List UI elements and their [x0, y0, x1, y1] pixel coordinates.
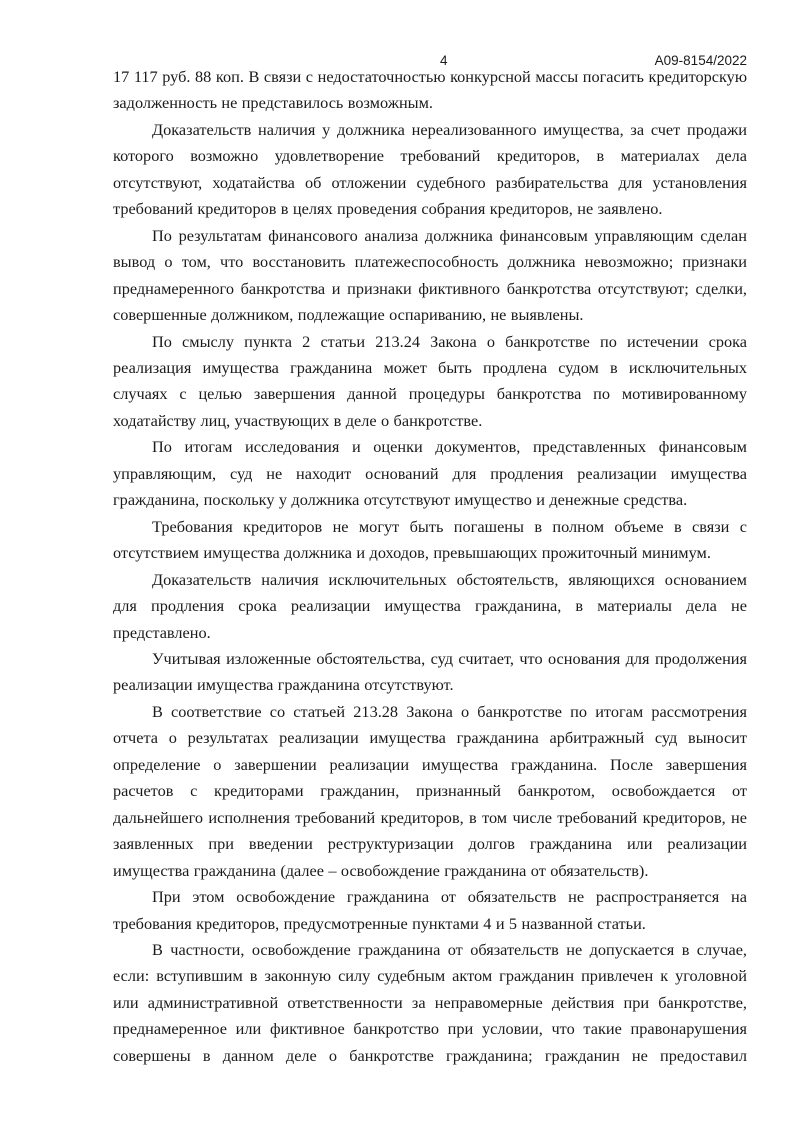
- paragraph: По итогам исследования и оценки документов, представленных финансовым управляющим, суд не находит оснований для продления реализации имущества гражданина, поскольку у должника отсутствуют имущество и денежные средства.: [113, 437, 747, 510]
- paragraph: При этом освобождение гражданина от обязательств не распространяется на требования кредиторов, предусмотренные пунктами 4 и 5 названной статьи.: [113, 887, 747, 933]
- paragraph: Доказательств наличия исключительных обстоятельств, являющихся основанием для продления срока реализации имущества гражданина, в материалы дела не представлено.: [113, 569, 747, 642]
- paragraph: Доказательств наличия у должника нереализованного имущества, за счет продажи которого возможно удовлетворение требований кредиторов, в материалах дела отсутствуют, ходатайства об отложении судебного разбирательства для установления требований кредиторов в целях проведения собрания кредиторов, не заявлено.: [113, 119, 747, 219]
- paragraph: Требования кредиторов не могут быть погашены в полном объеме в связи с отсутствием имущества должника и доходов, превышающих прожиточный минимум.: [113, 516, 747, 563]
- paragraph: По смыслу пункта 2 статьи 213.24 Закона о банкротстве по истечении срока реализация имущества гражданина может быть продлена судом в исключительных случаях с целью завершения данной процедуры банкротства по мотивированному ходатайству лиц, участвующих в деле о банкротстве.: [113, 331, 747, 430]
- document-body: [113, 64, 747, 1069]
- paragraph-runs-to-next-page: В частности, освобождение гражданина от обязательств не допускается в случае, если: вступившим в законную силу судебным актом гражданин привлечен к уголовной или административной ответственности за неправомерные действия при банкротстве, преднамеренное или фиктивное банкротство при условии, что такие правонарушения совершены в данном деле о банкротстве гражданина; гражданин не предоставил: [113, 939, 747, 1065]
- page-number: 4: [440, 53, 448, 68]
- paragraph: В соответствие со статьей 213.28 Закона о банкротстве по итогам рассмотрения отчета о результатах реализации имущества гражданина арбитражный суд выносит определение о завершении реализации имущества гражданина. После завершения расчетов с кредиторами гражданин, признанный банкротом, освобождается от дальнейшего исполнения требований кредиторов, в том числе требований кредиторов, не заявленных при введении реструктуризации долгов гражданина или реализации имущества гражданина (далее – освобождение гражданина от обязательств).: [113, 701, 747, 880]
- case-number: А09-8154/2022: [654, 53, 747, 68]
- paragraph: Учитывая изложенные обстоятельства, суд считает, что основания для продолжения реализации имущества гражданина отсутствуют.: [113, 648, 747, 695]
- paragraph-continuation: 17 117 руб. 88 коп. В связи с недостаточностью конкурсной массы погасить кредиторскую задолженность не представилось возможным.: [113, 67, 747, 113]
- paragraph: По результатам финансового анализа должника финансовым управляющим сделан вывод о том, что восстановить платежеспособность должника невозможно; признаки преднамеренного банкротства и признаки фиктивного банкротства отсутствуют; сделки, совершенные должником, подлежащие оспариванию, не выявлены.: [113, 225, 747, 325]
